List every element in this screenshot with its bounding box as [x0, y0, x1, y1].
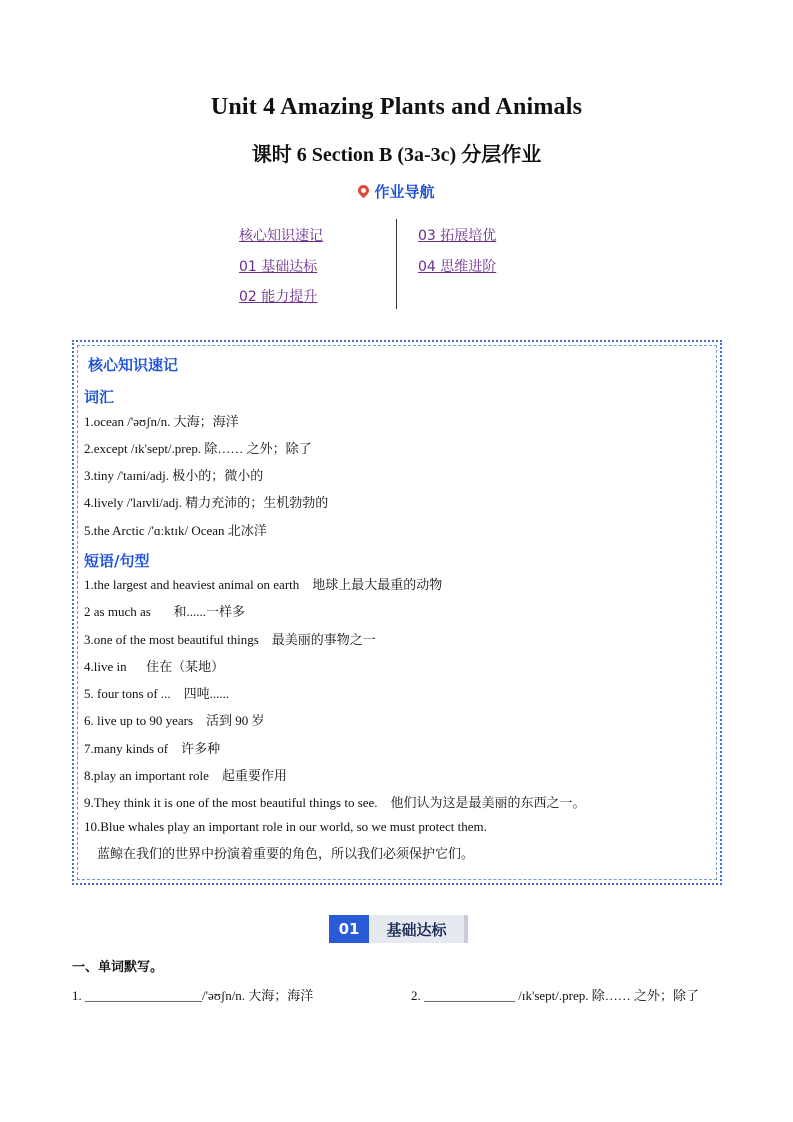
- nav-link-basic[interactable]: 01 基础达标: [239, 259, 318, 275]
- page-subtitle: 课时 6 Section B (3a-3c) 分层作业: [251, 144, 542, 166]
- vocab-heading: 词汇: [84, 388, 115, 406]
- phrase-item: 7.many kinds of 许多种: [84, 741, 221, 756]
- part-title: 一、单词默写。: [72, 960, 164, 975]
- nav-heading: [0, 181, 793, 202]
- nav-divider: [396, 219, 397, 309]
- phrase-item: 10.Blue whales play an important role in our world, so we must protect them.: [84, 819, 487, 834]
- page-title: Unit 4 Amazing Plants and Animals: [210, 94, 583, 120]
- section-badge-01: [329, 915, 464, 943]
- nav-link-thinking[interactable]: 04 思维进阶: [418, 259, 497, 275]
- question-1: 1. __________________/'əʊʃn/n. 大海；海洋: [72, 988, 314, 1003]
- vocab-item: 2.except /ɪk'sept/.prep. 除…… 之外；除了: [84, 441, 312, 456]
- vocab-item: 1.ocean /'əʊʃn/n. 大海；海洋: [84, 414, 239, 429]
- knowledge-heading: 核心知识速记: [88, 356, 179, 374]
- phrase-item-translation: 蓝鲸在我们的世界中扮演着重要的角色，所以我们必须保护它们。: [84, 846, 475, 861]
- phrase-item: 9.They think it is one of the most beautiful things to see. 他们认为这是最美丽的东西之一。: [84, 795, 586, 810]
- vocab-item: 4.lively /'laɪvli/adj. 精力充沛的；生机勃勃的: [84, 495, 329, 510]
- section-badge-label: 基础达标: [369, 915, 464, 943]
- phrase-item: 5. four tons of ... 四吨......: [84, 686, 230, 701]
- phrase-item: 1.the largest and heaviest animal on earth 地球上最大最重的动物: [84, 577, 443, 592]
- nav-link-ability[interactable]: 02 能力提升: [239, 289, 318, 305]
- phrase-item: 2 as much as 和......一样多: [84, 604, 246, 619]
- question-2: 2. ______________ /ɪk'sept/.prep. 除…… 之外；除了: [411, 988, 699, 1003]
- phrase-item: 8.play an important role 起重要作用: [84, 768, 287, 783]
- location-pin-icon: [356, 183, 372, 199]
- phrase-item: 6. live up to 90 years 活到 90 岁: [84, 713, 265, 728]
- section-badge-number: 01: [329, 915, 369, 943]
- phrase-item: 4.live in 住在（某地）: [84, 659, 225, 674]
- vocab-item: 3.tiny /'taɪni/adj. 极小的；微小的: [84, 468, 264, 483]
- nav-heading-label: 作业导航: [374, 183, 435, 201]
- nav-link-core-knowledge[interactable]: 核心知识速记: [239, 228, 323, 244]
- phrase-item: 3.one of the most beautiful things 最美丽的事物之一: [84, 632, 376, 647]
- vocab-item: 5.the Arctic /'ɑːktɪk/ Ocean 北冰洋: [84, 523, 267, 538]
- phrase-heading: 短语/句型: [84, 552, 150, 570]
- nav-link-extension[interactable]: 03 拓展培优: [418, 228, 497, 244]
